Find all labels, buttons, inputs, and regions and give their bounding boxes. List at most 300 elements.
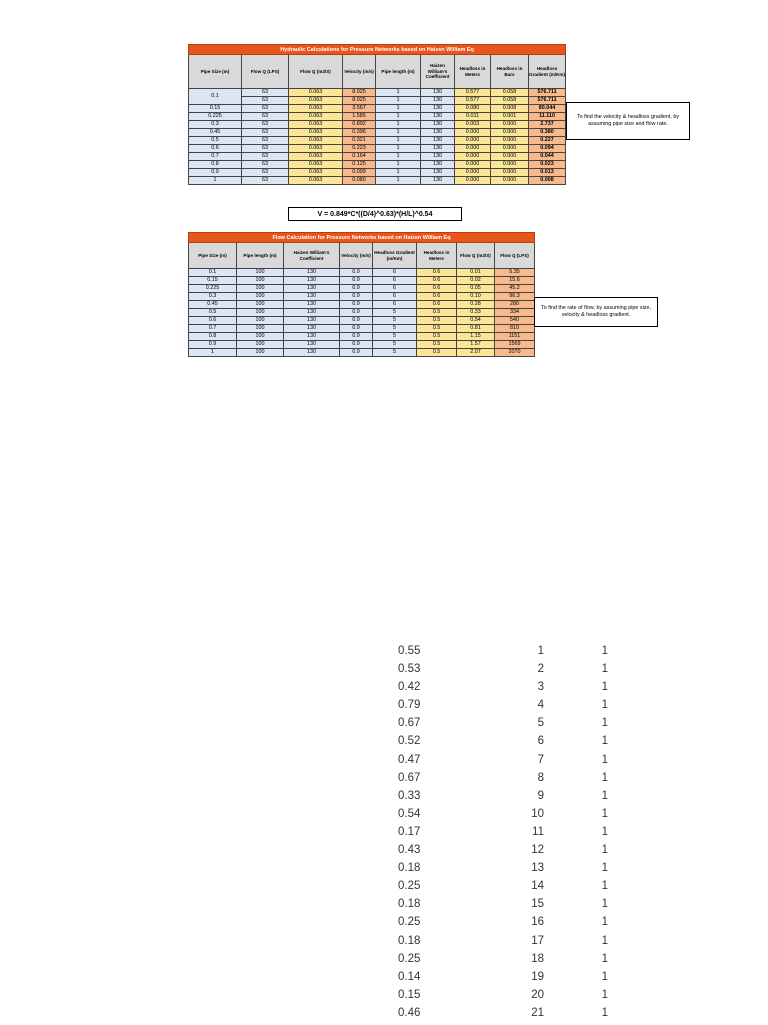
list-value: 14 xyxy=(531,880,544,893)
table-cell: 100 xyxy=(237,277,284,285)
table-cell: 5 xyxy=(373,317,417,325)
table-row xyxy=(189,153,566,161)
table-cell: 0.000 xyxy=(455,169,491,177)
table-cell: 130 xyxy=(421,137,455,145)
table-cell: 0.011 xyxy=(455,113,491,121)
table-cell: 0.5 xyxy=(189,309,237,317)
list-value: 1 xyxy=(601,1006,608,1019)
table-cell: 1 xyxy=(189,349,237,357)
table-cell: 0.000 xyxy=(491,153,529,161)
table-cell: 130 xyxy=(284,285,340,293)
table-cell: 0.000 xyxy=(455,145,491,153)
table-cell: 0.000 xyxy=(455,137,491,145)
table-cell: 0.396 xyxy=(343,129,376,137)
table-cell: 6 xyxy=(373,293,417,301)
flow-note xyxy=(534,297,658,327)
table-cell: 576.711 xyxy=(529,97,566,105)
table-cell: 100 xyxy=(237,285,284,293)
table-cell: 0.063 xyxy=(289,177,343,185)
table-cell: 0.223 xyxy=(343,145,376,153)
list-value: 0.52 xyxy=(398,735,421,748)
table-cell: 130 xyxy=(421,89,455,97)
table-cell: 130 xyxy=(421,153,455,161)
list-value: 8 xyxy=(537,771,544,784)
table-cell: 0.9 xyxy=(340,301,373,309)
column-header: Headloss in Meters xyxy=(455,55,491,89)
table-cell: 8.025 xyxy=(343,89,376,97)
table-cell: 100 xyxy=(237,309,284,317)
table-cell: 1 xyxy=(376,145,421,153)
table-cell: 0.9 xyxy=(340,349,373,357)
table-cell: 130 xyxy=(421,129,455,137)
list-value: 0.18 xyxy=(398,862,421,875)
table-row xyxy=(189,317,535,325)
note-text: To find the rate of flow, by assuming pipe size, velocity & headloss gradient. xyxy=(541,305,651,318)
table-cell: 63 xyxy=(242,121,289,129)
table-cell: 130 xyxy=(421,113,455,121)
table-cell: 0.892 xyxy=(343,121,376,129)
table-cell: 130 xyxy=(421,105,455,113)
list-item xyxy=(398,645,608,663)
column-header: Flow Q (LPS) xyxy=(495,243,535,269)
table-cell: 0.9 xyxy=(340,285,373,293)
list-value: 1 xyxy=(601,771,608,784)
list-value: 0.18 xyxy=(398,934,421,947)
list-value: 11 xyxy=(532,825,544,838)
table-cell: 0.058 xyxy=(491,97,529,105)
table-cell: 0.10 xyxy=(457,293,495,301)
list-value: 1 xyxy=(601,717,608,730)
table-cell: 2.737 xyxy=(529,121,566,129)
list-item xyxy=(398,681,608,699)
table-cell: 5 xyxy=(373,325,417,333)
table-cell: 8.025 xyxy=(343,97,376,105)
table-cell: 0.125 xyxy=(343,161,376,169)
table-cell: 1 xyxy=(376,121,421,129)
table-cell: 0.9 xyxy=(189,341,237,349)
table-cell: 63 xyxy=(242,169,289,177)
table-cell: 0.1 xyxy=(189,89,242,105)
list-item xyxy=(398,953,608,971)
table-cell: 0.000 xyxy=(455,177,491,185)
table-cell: 5 xyxy=(373,333,417,341)
table-cell: 0.9 xyxy=(340,277,373,285)
table-cell: 0.01 xyxy=(457,269,495,277)
list-value: 0.33 xyxy=(398,789,421,802)
table-cell: 1.585 xyxy=(343,113,376,121)
table-cell: 0.044 xyxy=(529,153,566,161)
table-cell: 0.6 xyxy=(417,285,457,293)
table-cell: 100 xyxy=(237,317,284,325)
list-value: 0.25 xyxy=(398,880,421,893)
table-cell: 0.000 xyxy=(455,129,491,137)
list-value: 18 xyxy=(531,952,544,965)
table-cell: 0.063 xyxy=(289,169,343,177)
list-item xyxy=(398,663,608,681)
table-cell: 130 xyxy=(421,161,455,169)
table-cell: 11.110 xyxy=(529,113,566,121)
table-row xyxy=(189,269,535,277)
list-value: 1 xyxy=(601,699,608,712)
table-cell: 63 xyxy=(242,177,289,185)
list-value: 9 xyxy=(537,789,544,802)
table-cell: 80.044 xyxy=(529,105,566,113)
table-cell: 1 xyxy=(376,137,421,145)
list-value: 0.79 xyxy=(398,699,421,712)
table-cell: 1 xyxy=(376,113,421,121)
list-item xyxy=(398,717,608,735)
list-value: 0.14 xyxy=(398,970,421,983)
table-cell: 0.6 xyxy=(189,317,237,325)
table-cell: 0.7 xyxy=(189,325,237,333)
list-value: 17 xyxy=(531,934,544,947)
column-header: Headloss Gradient (m/Km) xyxy=(373,243,417,269)
table-cell: 0.380 xyxy=(529,129,566,137)
table-cell: 0.02 xyxy=(457,277,495,285)
table-cell: 100 xyxy=(237,333,284,341)
list-value: 4 xyxy=(537,699,544,712)
table-row xyxy=(189,113,566,121)
table-cell: 0.000 xyxy=(491,177,529,185)
table-cell: 0.080 xyxy=(455,105,491,113)
table-cell: 130 xyxy=(284,309,340,317)
list-item xyxy=(398,862,608,880)
table-cell: 0.5 xyxy=(417,341,457,349)
table-cell: 0.063 xyxy=(289,105,343,113)
table-cell: 130 xyxy=(284,269,340,277)
list-value: 1 xyxy=(537,645,544,657)
table-cell: 0.063 xyxy=(289,129,343,137)
table-cell: 0.094 xyxy=(529,145,566,153)
list-value: 1 xyxy=(601,753,608,766)
list-value: 0.53 xyxy=(398,663,421,676)
table-cell: 0.5 xyxy=(189,137,242,145)
list-value: 1 xyxy=(601,735,608,748)
flow-calc-table xyxy=(188,232,535,357)
column-header: Headloss in Bars xyxy=(491,55,529,89)
table-cell: 2.07 xyxy=(457,349,495,357)
list-value: 10 xyxy=(531,807,544,820)
list-value: 1 xyxy=(601,645,608,657)
table-cell: 0.33 xyxy=(457,309,495,317)
table-cell: 100 xyxy=(237,301,284,309)
table-cell: 0.000 xyxy=(491,121,529,129)
table-cell: 0.1 xyxy=(189,269,237,277)
table-cell: 5 xyxy=(373,349,417,357)
table-cell: 0.225 xyxy=(189,285,237,293)
table-cell: 63 xyxy=(242,89,289,97)
table-cell: 0.3 xyxy=(189,293,237,301)
column-header: Headloss Gradient (m/Km) xyxy=(529,55,566,89)
table-cell: 130 xyxy=(421,177,455,185)
table-cell: 130 xyxy=(284,301,340,309)
table-row xyxy=(189,161,566,169)
table-cell: 6 xyxy=(373,301,417,309)
table-cell: 0.000 xyxy=(455,153,491,161)
table-cell: 0.5 xyxy=(417,309,457,317)
table-cell: 0.063 xyxy=(289,121,343,129)
list-value: 0.17 xyxy=(398,825,421,838)
table-cell: 0.001 xyxy=(491,113,529,121)
list-value: 0.46 xyxy=(398,1006,421,1019)
table-cell: 0.577 xyxy=(455,89,491,97)
table-cell: 100 xyxy=(237,269,284,277)
list-item xyxy=(398,826,608,844)
list-item xyxy=(398,699,608,717)
table-cell: 6 xyxy=(373,277,417,285)
table-cell: 0.321 xyxy=(343,137,376,145)
table-row xyxy=(189,349,535,357)
value-list xyxy=(398,645,608,1025)
table-cell: 130 xyxy=(421,97,455,105)
table-cell: 0.227 xyxy=(529,137,566,145)
list-value: 7 xyxy=(537,753,544,766)
table-cell: 100 xyxy=(237,293,284,301)
table-cell: 0.5 xyxy=(417,325,457,333)
table-cell: 45.2 xyxy=(495,285,535,293)
table-cell: 0.6 xyxy=(189,145,242,153)
table-row xyxy=(189,277,535,285)
table-cell: 0.000 xyxy=(491,129,529,137)
table-cell: 0.9 xyxy=(340,269,373,277)
list-value: 0.25 xyxy=(398,952,421,965)
table-cell: 0.013 xyxy=(529,169,566,177)
table-cell: 0.000 xyxy=(491,161,529,169)
table-cell: 280 xyxy=(495,301,535,309)
table-cell: 0.080 xyxy=(343,177,376,185)
table-cell: 63 xyxy=(242,145,289,153)
table-cell: 100 xyxy=(237,341,284,349)
table-row xyxy=(189,341,535,349)
hydraulic-calc-table xyxy=(188,44,566,185)
list-value: 6 xyxy=(537,735,544,748)
table-cell: 1151 xyxy=(495,333,535,341)
list-value: 19 xyxy=(531,970,544,983)
table-cell: 1 xyxy=(376,177,421,185)
table-cell: 0.5 xyxy=(417,333,457,341)
table-cell: 334 xyxy=(495,309,535,317)
table-cell: 1 xyxy=(376,169,421,177)
table-title: Flow Calculation for Pressure Networks based on Haizen William Eq xyxy=(189,233,535,243)
table-cell: 0.8 xyxy=(189,333,237,341)
table-cell: 0.8 xyxy=(189,161,242,169)
table-row xyxy=(189,169,566,177)
table-cell: 130 xyxy=(284,325,340,333)
column-header: Flow Q (LPS) xyxy=(242,55,289,89)
table-cell: 0.28 xyxy=(457,301,495,309)
table-cell: 0.9 xyxy=(340,317,373,325)
column-header: Pipe Size (m) xyxy=(189,55,242,89)
list-value: 15 xyxy=(531,898,544,911)
table-cell: 0.6 xyxy=(417,269,457,277)
list-value: 13 xyxy=(531,862,544,875)
table-cell: 0.5 xyxy=(417,317,457,325)
table-cell: 130 xyxy=(284,293,340,301)
list-value: 5 xyxy=(537,717,544,730)
table-cell: 5 xyxy=(373,341,417,349)
table-cell: 0.81 xyxy=(457,325,495,333)
table-cell: 0.008 xyxy=(491,105,529,113)
column-header: Haizen William's Coefficient xyxy=(421,55,455,89)
list-value: 1 xyxy=(601,825,608,838)
table-cell: 0.45 xyxy=(189,301,237,309)
list-value: 1 xyxy=(601,807,608,820)
table-cell: 0.164 xyxy=(343,153,376,161)
table-cell: 130 xyxy=(284,277,340,285)
list-item xyxy=(398,935,608,953)
list-item xyxy=(398,754,608,772)
table-cell: 1.57 xyxy=(457,341,495,349)
list-value: 0.15 xyxy=(398,988,421,1001)
list-value: 1 xyxy=(601,880,608,893)
table-cell: 5.35 xyxy=(495,269,535,277)
table-cell: 63 xyxy=(242,153,289,161)
table-cell: 130 xyxy=(284,349,340,357)
list-item xyxy=(398,772,608,790)
table-title: Hydraulic Calculations for Pressure Networks based on Haizen William Eq xyxy=(189,45,566,55)
list-value: 0.42 xyxy=(398,681,421,694)
table-cell: 0.9 xyxy=(340,333,373,341)
list-value: 1 xyxy=(601,789,608,802)
list-value: 1 xyxy=(601,988,608,1001)
table-cell: 100 xyxy=(237,325,284,333)
hazen-williams-formula xyxy=(288,207,462,221)
table-row xyxy=(189,105,566,113)
table-cell: 63 xyxy=(242,161,289,169)
table-cell: 0.9 xyxy=(340,293,373,301)
table-cell: 1 xyxy=(376,161,421,169)
table-cell: 130 xyxy=(421,169,455,177)
table-cell: 0.9 xyxy=(340,309,373,317)
table-cell: 130 xyxy=(284,317,340,325)
list-item xyxy=(398,916,608,934)
list-value: 1 xyxy=(601,681,608,694)
table-cell: 1 xyxy=(189,177,242,185)
table-cell: 0.063 xyxy=(289,145,343,153)
table-cell: 63 xyxy=(242,129,289,137)
list-item xyxy=(398,844,608,862)
column-header: Pipe length (m) xyxy=(237,243,284,269)
table-cell: 0.577 xyxy=(455,97,491,105)
list-value: 0.55 xyxy=(398,645,421,657)
column-header: Pipe Size (m) xyxy=(189,243,237,269)
table-cell: 0.003 xyxy=(455,121,491,129)
list-value: 1 xyxy=(601,663,608,676)
list-value: 1 xyxy=(601,916,608,929)
table-cell: 0.6 xyxy=(417,277,457,285)
list-value: 21 xyxy=(531,1006,544,1019)
table-cell: 0.023 xyxy=(529,161,566,169)
list-item xyxy=(398,790,608,808)
list-item xyxy=(398,898,608,916)
table-cell: 0.6 xyxy=(417,301,457,309)
table-cell: 0.000 xyxy=(491,145,529,153)
list-value: 0.67 xyxy=(398,717,421,730)
list-value: 0.18 xyxy=(398,898,421,911)
column-header: Velocity (m/s) xyxy=(340,243,373,269)
list-value: 12 xyxy=(531,844,544,857)
column-header: Velocity (m/s) xyxy=(343,55,376,89)
table-row xyxy=(189,89,566,97)
note-text: To find the velocity & headloss gradient, by assuming pipe size and flow rate. xyxy=(576,114,680,127)
table-row xyxy=(189,301,535,309)
list-item xyxy=(398,989,608,1007)
table-row xyxy=(189,137,566,145)
table-cell: 1 xyxy=(376,89,421,97)
table-cell: 0.5 xyxy=(417,349,457,357)
table-cell: 1 xyxy=(376,97,421,105)
table-cell: 576.711 xyxy=(529,89,566,97)
table-cell: 130 xyxy=(284,333,340,341)
column-header: Haizen William's Coefficient xyxy=(284,243,340,269)
table-cell: 0.225 xyxy=(189,113,242,121)
table-cell: 2070 xyxy=(495,349,535,357)
table-cell: 0.15 xyxy=(189,277,237,285)
list-value: 1 xyxy=(601,862,608,875)
table-cell: 1.15 xyxy=(457,333,495,341)
table-cell: 0.9 xyxy=(189,169,242,177)
table-cell: 0.54 xyxy=(457,317,495,325)
table-cell: 130 xyxy=(284,341,340,349)
table-cell: 1569 xyxy=(495,341,535,349)
table-cell: 100 xyxy=(237,349,284,357)
table-cell: 0.000 xyxy=(455,161,491,169)
table-cell: 0.063 xyxy=(289,89,343,97)
list-item xyxy=(398,880,608,898)
table-cell: 0.000 xyxy=(491,169,529,177)
column-header: Flow Q (m3/S) xyxy=(457,243,495,269)
table-cell: 130 xyxy=(421,121,455,129)
column-header: Headloss in Meters xyxy=(417,243,457,269)
table-row xyxy=(189,325,535,333)
list-item xyxy=(398,808,608,826)
list-value: 2 xyxy=(537,663,544,676)
table-row xyxy=(189,177,566,185)
list-value: 0.43 xyxy=(398,844,421,857)
table-cell: 130 xyxy=(421,145,455,153)
table-cell: 0.008 xyxy=(529,177,566,185)
table-cell: 63 xyxy=(242,105,289,113)
list-value: 20 xyxy=(531,988,544,1001)
table-cell: 0.7 xyxy=(189,153,242,161)
table-cell: 0.9 xyxy=(340,341,373,349)
table-row xyxy=(189,285,535,293)
table-cell: 0.063 xyxy=(289,137,343,145)
table-cell: 540 xyxy=(495,317,535,325)
column-header: Pipe length (m) xyxy=(376,55,421,89)
list-value: 1 xyxy=(601,934,608,947)
table-cell: 0.063 xyxy=(289,161,343,169)
table-cell: 1 xyxy=(376,153,421,161)
list-value: 1 xyxy=(601,952,608,965)
table-row xyxy=(189,145,566,153)
table-cell: 0.000 xyxy=(491,137,529,145)
table-cell: 0.6 xyxy=(417,293,457,301)
list-value: 0.25 xyxy=(398,916,421,929)
table-cell: 5 xyxy=(373,309,417,317)
table-cell: 1 xyxy=(376,129,421,137)
table-cell: 6 xyxy=(373,269,417,277)
table-cell: 1 xyxy=(376,105,421,113)
table-cell: 0.058 xyxy=(491,89,529,97)
column-header: Flow Q (m3/S) xyxy=(289,55,343,89)
table-cell: 0.063 xyxy=(289,113,343,121)
table-cell: 0.099 xyxy=(343,169,376,177)
table-cell: 15.6 xyxy=(495,277,535,285)
table-cell: 0.9 xyxy=(340,325,373,333)
table-cell: 0.05 xyxy=(457,285,495,293)
formula-text: V = 0.849*C*((D/4)^0.63)*(H/L)^0.54 xyxy=(317,210,433,218)
